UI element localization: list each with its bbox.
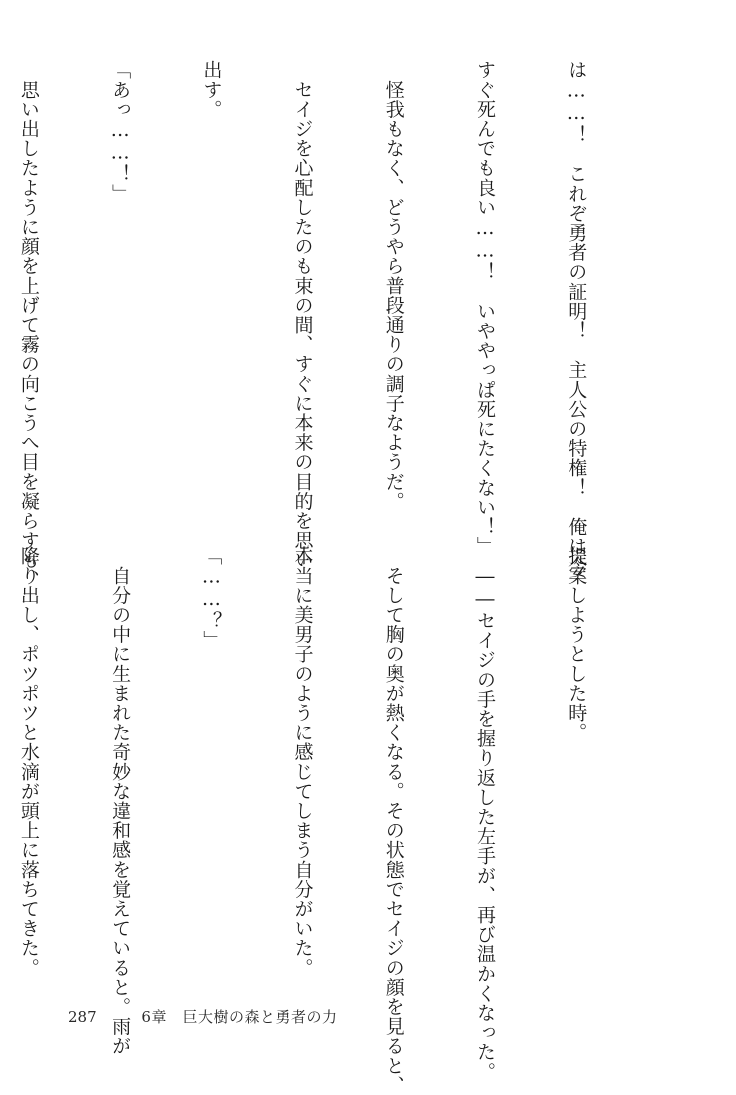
page-footer [68,1006,337,1027]
text-line: 出す。 [200,60,223,119]
text-line: 提案しようとした時。 [565,546,588,742]
text-line: 怪我もなく、どうやら普段通りの調子なようだ。 [382,60,405,511]
text-line: 思い出したように顔を上げて霧の向こうへ目を凝らすも、 [17,60,40,590]
page-number: 287 [68,1008,97,1026]
text-line: 「あっ……！」 [109,60,132,204]
chapter-title: 6章 巨大樹の森と勇者の力 [141,1008,338,1026]
text-line: 本当に美男子のように感じてしまう自分がいた。 [291,546,314,978]
text-block-top [0,60,652,590]
text-line: 「……？」 [200,546,223,650]
text-line: ――セイジの手を握り返した左手が、再び温かくなった。 [473,546,496,1082]
text-line: すぐ死んでも良い……！ いややっぱ死にたくない！」 [473,60,496,556]
text-line: そして胸の奥が熱くなる。その状態でセイジの顔を見ると、 [382,546,405,1095]
text-line: は……！ これぞ勇者の証明！ 主人公の特権！ 俺は今 [565,60,588,576]
text-line: 自分の中に生まれた奇妙な違和感を覚えていると。雨が [109,546,132,1056]
text-line: セイジを心配したのも束の間、すぐに本来の目的を思い [291,60,314,570]
text-line: 降り出し、ポツポツと水滴が頭上に落ちてきた。 [17,546,40,978]
